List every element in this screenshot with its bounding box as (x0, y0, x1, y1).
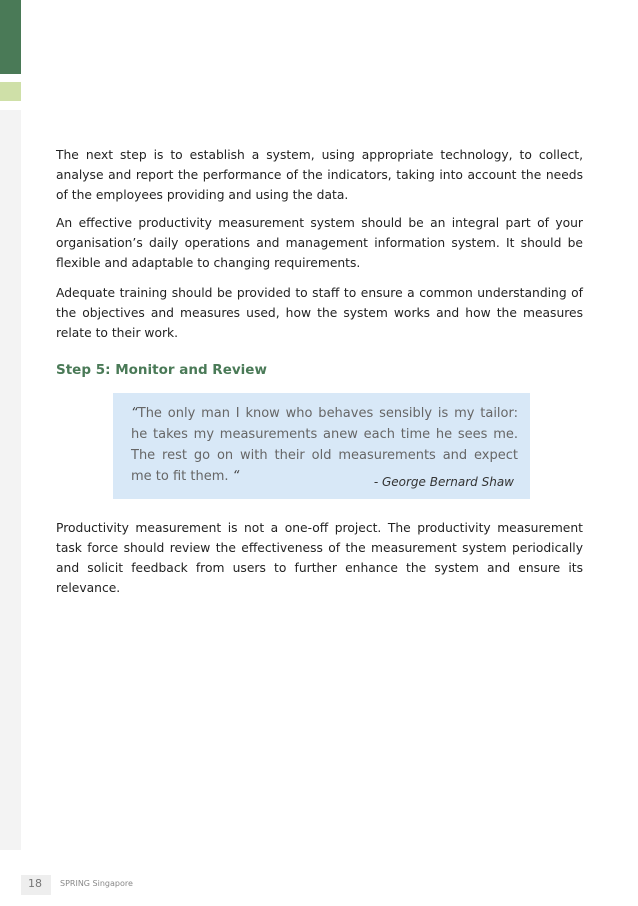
paragraph-training: Adequate training should be provided to staff to ensure a common understanding of the objectives and measures used, how the system works and how the measures relate to their work. (56, 286, 583, 340)
quote-box (113, 393, 530, 499)
paragraph-effective-system: An effective productivity measurement system should be an integral part of your organisation’s daily operations and management information system. It should be flexible and adaptable to changing requirements. (56, 216, 583, 270)
footer-organisation: SPRING Singapore (60, 879, 133, 888)
step-heading: Step 5: Monitor and Review (56, 362, 267, 378)
quote-close-mark: “ (232, 469, 240, 484)
quote-body: The only man I know who behaves sensibly is my tailor: he takes my measurements anew each time he sees me. The rest go on with their old measurements and expect me to fit them. (131, 406, 518, 484)
paragraph-establish-system: The next step is to establish a system, using appropriate technology, to collect, analyse and report the performance of the indicators, taking into account the needs of the employees providing and using the data. (56, 148, 583, 202)
side-margin-band (0, 110, 21, 850)
side-accent-light (0, 82, 21, 101)
paragraph-review: Productivity measurement is not a one-off project. The productivity measurement task force should review the effectiveness of the measurement system periodically and solicit feedback from users to further enhance the system and ensure its relevance. (56, 521, 583, 595)
side-accent-dark (0, 0, 21, 74)
page-number: 18 (28, 877, 42, 890)
quote-open-mark: “ (131, 406, 138, 421)
quote-author: - George Bernard Shaw (373, 475, 514, 489)
